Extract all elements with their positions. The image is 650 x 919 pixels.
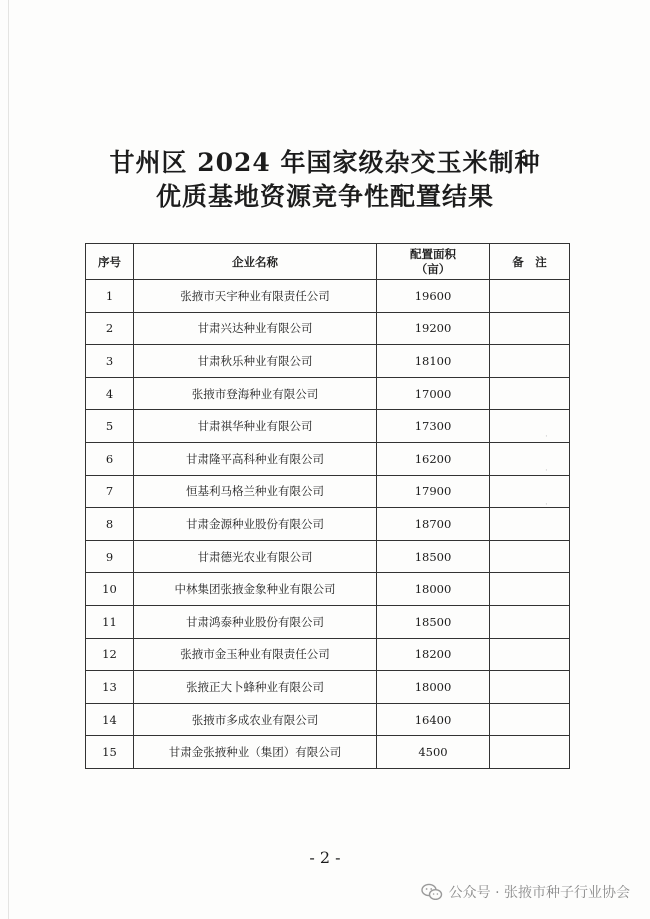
row-area: 4500	[377, 736, 490, 769]
table-row	[86, 540, 570, 573]
table-row	[86, 312, 570, 345]
table-row	[86, 508, 570, 541]
row-index: 7	[86, 475, 134, 508]
table-row	[86, 736, 570, 769]
row-remark	[490, 736, 570, 769]
allocation-results-table	[85, 243, 570, 769]
row-index: 1	[86, 280, 134, 313]
row-area: 16400	[377, 703, 490, 736]
row-index: 4	[86, 377, 134, 410]
row-area: 18200	[377, 638, 490, 671]
row-company: 中林集团张掖金象种业有限公司	[134, 573, 377, 606]
table-row	[86, 377, 570, 410]
row-company: 甘肃德光农业有限公司	[134, 540, 377, 573]
row-index: 10	[86, 573, 134, 606]
row-company: 张掖市登海种业有限公司	[134, 377, 377, 410]
table-row	[86, 475, 570, 508]
row-remark	[490, 312, 570, 345]
row-company: 甘肃秋乐种业有限公司	[134, 345, 377, 378]
row-company: 甘肃鸿泰种业股份有限公司	[134, 605, 377, 638]
row-area: 18500	[377, 605, 490, 638]
row-company: 张掖市金玉种业有限责任公司	[134, 638, 377, 671]
row-company: 甘肃祺华种业有限公司	[134, 410, 377, 443]
header-area-line2: （亩）	[415, 261, 451, 276]
row-index: 11	[86, 605, 134, 638]
table-header-row	[86, 244, 570, 280]
row-area: 17900	[377, 475, 490, 508]
table-row	[86, 280, 570, 313]
row-company: 甘肃兴达种业有限公司	[134, 312, 377, 345]
row-area: 17300	[377, 410, 490, 443]
table-row	[86, 605, 570, 638]
watermark-text: 公众号 · 张掖市种子行业协会	[448, 885, 630, 901]
row-remark	[490, 377, 570, 410]
document-title-line2: 优质基地资源竞争性配置结果	[155, 182, 494, 211]
table-row	[86, 638, 570, 671]
row-company: 甘肃隆平高科种业有限公司	[134, 442, 377, 475]
row-company: 张掖市多成农业有限公司	[134, 703, 377, 736]
table-row	[86, 410, 570, 443]
row-remark	[490, 573, 570, 606]
row-index: 2	[86, 312, 134, 345]
header-area	[377, 244, 490, 280]
header-company: 企业名称	[134, 244, 377, 280]
row-remark	[490, 280, 570, 313]
table-row	[86, 671, 570, 704]
row-area: 18000	[377, 573, 490, 606]
wechat-icon	[421, 883, 443, 901]
row-index: 5	[86, 410, 134, 443]
row-index: 13	[86, 671, 134, 704]
row-index: 12	[86, 638, 134, 671]
row-company: 甘肃金张掖种业（集团）有限公司	[134, 736, 377, 769]
header-index: 序号	[86, 244, 134, 280]
row-remark	[490, 671, 570, 704]
row-index: 3	[86, 345, 134, 378]
row-remark	[490, 345, 570, 378]
row-remark	[490, 638, 570, 671]
row-area: 18000	[377, 671, 490, 704]
header-remark: 备 注	[490, 244, 570, 280]
table-row	[86, 703, 570, 736]
row-index: 8	[86, 508, 134, 541]
row-remark	[490, 703, 570, 736]
row-remark	[490, 605, 570, 638]
table-row	[86, 573, 570, 606]
watermark	[421, 882, 630, 902]
row-index: 15	[86, 736, 134, 769]
row-company: 甘肃金源种业股份有限公司	[134, 508, 377, 541]
row-area: 19600	[377, 280, 490, 313]
row-area: 19200	[377, 312, 490, 345]
row-company: 张掖市天宇种业有限责任公司	[134, 280, 377, 313]
row-area: 18100	[377, 345, 490, 378]
row-index: 6	[86, 442, 134, 475]
row-index: 9	[86, 540, 134, 573]
table-row	[86, 345, 570, 378]
faint-scan-marks: · · ·	[545, 432, 548, 510]
row-index: 14	[86, 703, 134, 736]
row-area: 17000	[377, 377, 490, 410]
row-area: 18500	[377, 540, 490, 573]
row-company: 张掖正大卜蜂种业有限公司	[134, 671, 377, 704]
row-area: 16200	[377, 442, 490, 475]
document-title-line1: 甘州区 2024 年国家级杂交玉米制种	[109, 148, 541, 177]
row-remark	[490, 540, 570, 573]
page-edge	[8, 0, 9, 919]
row-company: 恒基利马格兰种业有限公司	[134, 475, 377, 508]
row-area: 18700	[377, 508, 490, 541]
table-row	[86, 442, 570, 475]
page-number: - 2 -	[309, 848, 341, 867]
header-area-line1: 配置面积	[410, 246, 456, 261]
